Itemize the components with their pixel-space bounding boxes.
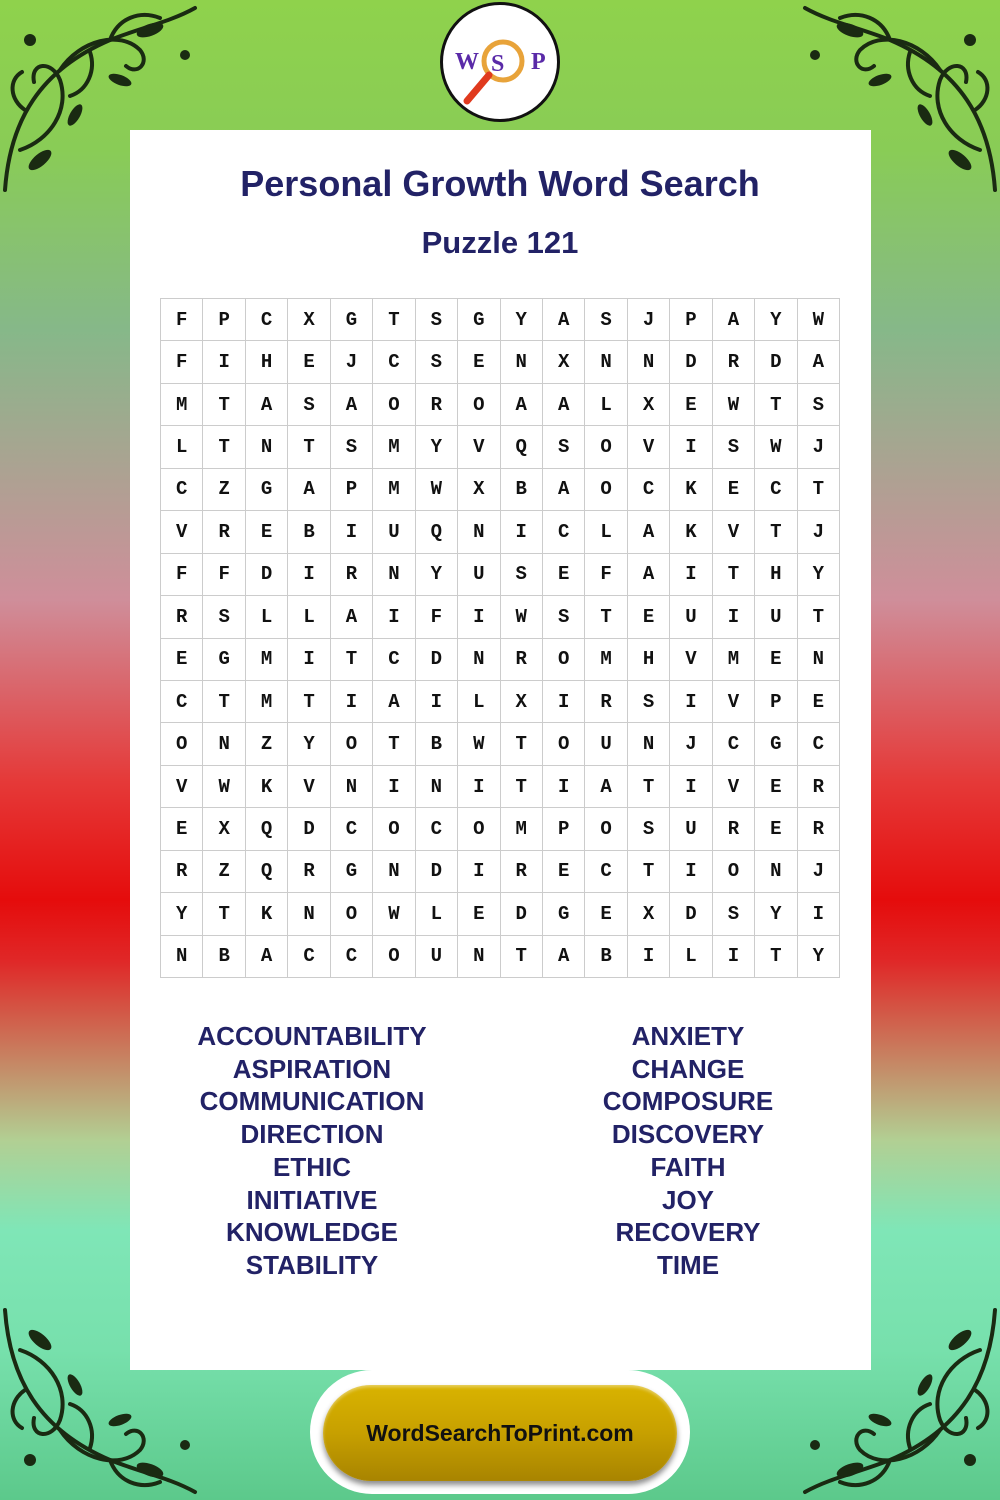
- grid-cell[interactable]: Y: [755, 299, 797, 341]
- grid-cell[interactable]: P: [203, 299, 245, 341]
- grid-cell[interactable]: O: [543, 723, 585, 765]
- grid-cell[interactable]: E: [458, 341, 500, 383]
- grid-cell[interactable]: X: [628, 893, 670, 935]
- grid-cell[interactable]: F: [161, 299, 203, 341]
- grid-cell[interactable]: C: [628, 469, 670, 511]
- grid-cell[interactable]: C: [331, 808, 373, 850]
- grid-cell[interactable]: S: [543, 426, 585, 468]
- grid-cell[interactable]: A: [628, 554, 670, 596]
- grid-cell[interactable]: H: [755, 554, 797, 596]
- grid-cell[interactable]: U: [585, 723, 627, 765]
- grid-cell[interactable]: B: [203, 936, 245, 978]
- grid-cell[interactable]: F: [585, 554, 627, 596]
- grid-cell[interactable]: E: [628, 596, 670, 638]
- grid-cell[interactable]: N: [458, 936, 500, 978]
- grid-cell[interactable]: S: [628, 681, 670, 723]
- grid-cell[interactable]: E: [755, 766, 797, 808]
- grid-cell[interactable]: I: [373, 596, 415, 638]
- grid-cell[interactable]: Y: [755, 893, 797, 935]
- grid-cell[interactable]: R: [501, 851, 543, 893]
- grid-cell[interactable]: A: [628, 511, 670, 553]
- grid-cell[interactable]: T: [373, 723, 415, 765]
- grid-cell[interactable]: Y: [416, 554, 458, 596]
- word-list-item: RECOVERY: [615, 1217, 761, 1248]
- grid-cell[interactable]: N: [246, 426, 288, 468]
- grid-cell[interactable]: Z: [203, 851, 245, 893]
- grid-cell[interactable]: L: [416, 893, 458, 935]
- grid-cell[interactable]: L: [585, 511, 627, 553]
- wsp-logo[interactable]: [440, 2, 560, 122]
- grid-cell[interactable]: H: [628, 639, 670, 681]
- grid-cell[interactable]: I: [798, 893, 840, 935]
- grid-cell[interactable]: D: [755, 341, 797, 383]
- grid-cell[interactable]: I: [670, 681, 712, 723]
- grid-cell[interactable]: J: [798, 851, 840, 893]
- grid-cell[interactable]: T: [713, 554, 755, 596]
- grid-cell[interactable]: S: [416, 341, 458, 383]
- grid-cell[interactable]: U: [670, 596, 712, 638]
- word-list-item: TIME: [656, 1249, 720, 1280]
- grid-cell[interactable]: S: [416, 299, 458, 341]
- grid-cell[interactable]: S: [203, 596, 245, 638]
- grid-cell[interactable]: O: [373, 384, 415, 426]
- grid-cell[interactable]: P: [755, 681, 797, 723]
- grid-cell[interactable]: L: [246, 596, 288, 638]
- grid-cell[interactable]: O: [331, 893, 373, 935]
- grid-cell[interactable]: C: [373, 341, 415, 383]
- grid-cell[interactable]: N: [203, 723, 245, 765]
- grid-cell[interactable]: O: [161, 723, 203, 765]
- grid-cell[interactable]: E: [713, 469, 755, 511]
- grid-cell[interactable]: T: [373, 299, 415, 341]
- page-title: Personal Growth Word Search: [240, 163, 760, 204]
- grid-cell[interactable]: N: [373, 851, 415, 893]
- grid-cell[interactable]: D: [246, 554, 288, 596]
- grid-cell[interactable]: C: [585, 851, 627, 893]
- grid-cell[interactable]: V: [161, 766, 203, 808]
- grid-cell[interactable]: C: [246, 299, 288, 341]
- grid-cell[interactable]: N: [458, 639, 500, 681]
- grid-cell[interactable]: L: [458, 681, 500, 723]
- grid-cell[interactable]: A: [798, 341, 840, 383]
- grid-cell[interactable]: W: [203, 766, 245, 808]
- logo-letter-w: W: [455, 49, 479, 75]
- grid-cell[interactable]: Y: [288, 723, 330, 765]
- grid-cell[interactable]: Y: [416, 426, 458, 468]
- grid-cell[interactable]: M: [246, 639, 288, 681]
- grid-cell[interactable]: O: [458, 384, 500, 426]
- grid-cell[interactable]: N: [161, 936, 203, 978]
- logo-letter-s: S: [491, 51, 505, 77]
- grid-cell[interactable]: B: [501, 469, 543, 511]
- grid-cell[interactable]: O: [373, 936, 415, 978]
- grid-cell[interactable]: T: [203, 681, 245, 723]
- grid-cell[interactable]: Y: [798, 936, 840, 978]
- grid-cell[interactable]: C: [416, 808, 458, 850]
- grid-cell[interactable]: O: [373, 808, 415, 850]
- grid-cell[interactable]: S: [288, 384, 330, 426]
- grid-cell[interactable]: Q: [501, 426, 543, 468]
- grid-cell[interactable]: I: [501, 511, 543, 553]
- grid-cell[interactable]: O: [458, 808, 500, 850]
- grid-cell[interactable]: F: [161, 554, 203, 596]
- grid-cell[interactable]: X: [501, 681, 543, 723]
- grid-cell[interactable]: L: [670, 936, 712, 978]
- grid-cell[interactable]: A: [373, 681, 415, 723]
- grid-cell[interactable]: E: [543, 554, 585, 596]
- grid-cell[interactable]: E: [543, 851, 585, 893]
- grid-cell[interactable]: I: [670, 554, 712, 596]
- grid-cell[interactable]: N: [628, 723, 670, 765]
- grid-cell[interactable]: R: [713, 808, 755, 850]
- grid-cell[interactable]: I: [288, 554, 330, 596]
- grid-cell[interactable]: S: [798, 384, 840, 426]
- grid-cell[interactable]: N: [501, 341, 543, 383]
- grid-cell[interactable]: I: [628, 936, 670, 978]
- grid-cell[interactable]: E: [161, 639, 203, 681]
- grid-cell[interactable]: S: [713, 426, 755, 468]
- grid-cell[interactable]: W: [501, 596, 543, 638]
- grid-cell[interactable]: R: [161, 596, 203, 638]
- grid-cell[interactable]: C: [331, 936, 373, 978]
- grid-cell[interactable]: U: [416, 936, 458, 978]
- grid-cell[interactable]: N: [458, 511, 500, 553]
- grid-cell[interactable]: D: [670, 893, 712, 935]
- grid-cell[interactable]: R: [203, 511, 245, 553]
- grid-cell[interactable]: I: [458, 766, 500, 808]
- grid-cell[interactable]: Y: [798, 554, 840, 596]
- grid-cell[interactable]: Q: [246, 851, 288, 893]
- grid-cell[interactable]: E: [670, 384, 712, 426]
- grid-cell[interactable]: C: [798, 723, 840, 765]
- grid-cell[interactable]: N: [585, 341, 627, 383]
- grid-cell[interactable]: E: [288, 341, 330, 383]
- grid-cell[interactable]: K: [670, 469, 712, 511]
- word-list-item: KNOWLEDGE: [226, 1217, 398, 1248]
- grid-cell[interactable]: A: [246, 384, 288, 426]
- grid-cell[interactable]: B: [288, 511, 330, 553]
- grid-cell[interactable]: M: [585, 639, 627, 681]
- grid-cell[interactable]: I: [203, 341, 245, 383]
- grid-cell[interactable]: R: [331, 554, 373, 596]
- grid-cell[interactable]: Z: [246, 723, 288, 765]
- grid-cell[interactable]: J: [670, 723, 712, 765]
- grid-cell[interactable]: T: [288, 681, 330, 723]
- grid-cell[interactable]: V: [713, 681, 755, 723]
- grid-cell[interactable]: Z: [203, 469, 245, 511]
- grid-cell[interactable]: A: [543, 469, 585, 511]
- grid-cell[interactable]: G: [203, 639, 245, 681]
- grid-cell[interactable]: V: [670, 639, 712, 681]
- grid-cell[interactable]: T: [501, 766, 543, 808]
- grid-cell[interactable]: P: [670, 299, 712, 341]
- grid-cell[interactable]: X: [458, 469, 500, 511]
- grid-cell[interactable]: G: [331, 299, 373, 341]
- word-list-right: [528, 1020, 848, 1282]
- grid-cell[interactable]: D: [416, 639, 458, 681]
- grid-cell[interactable]: P: [543, 808, 585, 850]
- grid-cell[interactable]: S: [501, 554, 543, 596]
- grid-cell[interactable]: Y: [161, 893, 203, 935]
- grid-cell[interactable]: N: [628, 341, 670, 383]
- grid-cell[interactable]: T: [798, 469, 840, 511]
- grid-cell[interactable]: O: [331, 723, 373, 765]
- grid-cell[interactable]: U: [458, 554, 500, 596]
- grid-cell[interactable]: I: [670, 851, 712, 893]
- grid-cell[interactable]: T: [798, 596, 840, 638]
- grid-cell[interactable]: R: [161, 851, 203, 893]
- grid-cell[interactable]: B: [585, 936, 627, 978]
- grid-cell[interactable]: V: [458, 426, 500, 468]
- grid-cell[interactable]: R: [798, 766, 840, 808]
- grid-cell[interactable]: I: [458, 596, 500, 638]
- word-list-item: DISCOVERY: [611, 1119, 765, 1150]
- grid-cell[interactable]: A: [331, 596, 373, 638]
- grid-cell[interactable]: K: [246, 766, 288, 808]
- grid-cell[interactable]: T: [501, 936, 543, 978]
- grid-cell[interactable]: A: [246, 936, 288, 978]
- grid-cell[interactable]: G: [246, 469, 288, 511]
- grid-cell[interactable]: X: [288, 299, 330, 341]
- word-list-item: ACCOUNTABILITY: [197, 1021, 427, 1051]
- grid-cell[interactable]: N: [331, 766, 373, 808]
- grid-cell[interactable]: A: [585, 766, 627, 808]
- grid-cell[interactable]: Q: [416, 511, 458, 553]
- grid-cell[interactable]: J: [331, 341, 373, 383]
- grid-cell[interactable]: A: [501, 384, 543, 426]
- grid-cell[interactable]: T: [288, 426, 330, 468]
- grid-cell[interactable]: M: [713, 639, 755, 681]
- grid-cell[interactable]: W: [713, 384, 755, 426]
- grid-cell[interactable]: I: [713, 936, 755, 978]
- grid-cell[interactable]: Q: [246, 808, 288, 850]
- grid-cell[interactable]: L: [161, 426, 203, 468]
- grid-cell[interactable]: F: [416, 596, 458, 638]
- grid-cell[interactable]: J: [798, 511, 840, 553]
- grid-cell[interactable]: H: [246, 341, 288, 383]
- word-list-item: CHANGE: [631, 1053, 745, 1084]
- grid-cell[interactable]: T: [203, 426, 245, 468]
- word-list-item: ASPIRATION: [232, 1053, 392, 1084]
- grid-cell[interactable]: S: [713, 893, 755, 935]
- grid-cell[interactable]: A: [543, 299, 585, 341]
- grid-cell[interactable]: C: [373, 639, 415, 681]
- grid-cell[interactable]: O: [585, 469, 627, 511]
- grid-cell[interactable]: C: [161, 469, 203, 511]
- grid-cell[interactable]: A: [713, 299, 755, 341]
- grid-cell[interactable]: S: [628, 808, 670, 850]
- grid-cell[interactable]: T: [755, 511, 797, 553]
- grid-cell[interactable]: V: [713, 511, 755, 553]
- grid-cell[interactable]: M: [501, 808, 543, 850]
- grid-cell[interactable]: L: [288, 596, 330, 638]
- grid-cell[interactable]: U: [373, 511, 415, 553]
- grid-cell[interactable]: I: [288, 639, 330, 681]
- grid-cell[interactable]: I: [543, 766, 585, 808]
- grid-cell[interactable]: E: [161, 808, 203, 850]
- grid-cell[interactable]: T: [628, 851, 670, 893]
- word-list-item: COMMUNICATION: [199, 1086, 425, 1117]
- grid-cell[interactable]: X: [628, 384, 670, 426]
- grid-cell[interactable]: M: [373, 426, 415, 468]
- grid-cell[interactable]: W: [755, 426, 797, 468]
- grid-cell[interactable]: I: [670, 426, 712, 468]
- grid-cell[interactable]: G: [331, 851, 373, 893]
- grid-cell[interactable]: X: [543, 341, 585, 383]
- grid-cell[interactable]: W: [458, 723, 500, 765]
- grid-cell[interactable]: I: [543, 681, 585, 723]
- grid-cell[interactable]: O: [585, 808, 627, 850]
- grid-cell[interactable]: E: [458, 893, 500, 935]
- grid-cell[interactable]: K: [670, 511, 712, 553]
- grid-cell[interactable]: I: [331, 681, 373, 723]
- grid-cell[interactable]: D: [416, 851, 458, 893]
- grid-cell[interactable]: L: [585, 384, 627, 426]
- grid-cell[interactable]: N: [416, 766, 458, 808]
- grid-cell[interactable]: G: [543, 893, 585, 935]
- grid-cell[interactable]: T: [755, 936, 797, 978]
- grid-cell[interactable]: I: [458, 851, 500, 893]
- grid-cell[interactable]: S: [585, 299, 627, 341]
- logo-letter-p: P: [531, 49, 546, 75]
- grid-cell[interactable]: C: [713, 723, 755, 765]
- grid-cell[interactable]: I: [373, 766, 415, 808]
- word-list-item: ETHIC: [273, 1151, 351, 1182]
- grid-cell[interactable]: M: [246, 681, 288, 723]
- grid-cell[interactable]: F: [203, 554, 245, 596]
- grid-cell[interactable]: E: [755, 808, 797, 850]
- grid-cell[interactable]: T: [755, 384, 797, 426]
- grid-cell[interactable]: U: [670, 808, 712, 850]
- word-list-item: ANXIETY: [631, 1021, 745, 1051]
- grid-cell[interactable]: V: [628, 426, 670, 468]
- grid-cell[interactable]: D: [670, 341, 712, 383]
- grid-cell[interactable]: A: [331, 384, 373, 426]
- grid-cell[interactable]: R: [798, 808, 840, 850]
- grid-cell[interactable]: V: [288, 766, 330, 808]
- grid-cell[interactable]: E: [585, 893, 627, 935]
- grid-cell[interactable]: O: [713, 851, 755, 893]
- grid-cell[interactable]: U: [755, 596, 797, 638]
- grid-cell[interactable]: R: [713, 341, 755, 383]
- grid-cell[interactable]: R: [416, 384, 458, 426]
- word-list-left: [152, 1020, 472, 1282]
- grid-cell[interactable]: F: [161, 341, 203, 383]
- grid-cell[interactable]: E: [246, 511, 288, 553]
- grid-cell[interactable]: S: [543, 596, 585, 638]
- grid-cell[interactable]: P: [331, 469, 373, 511]
- grid-cell[interactable]: C: [755, 469, 797, 511]
- grid-cell[interactable]: T: [331, 639, 373, 681]
- grid-cell[interactable]: W: [373, 893, 415, 935]
- grid-cell[interactable]: E: [755, 639, 797, 681]
- word-list-item: JOY: [661, 1184, 715, 1215]
- letter-grid: [160, 298, 840, 978]
- grid-cell[interactable]: S: [331, 426, 373, 468]
- grid-cell[interactable]: A: [543, 936, 585, 978]
- grid-cell[interactable]: T: [501, 723, 543, 765]
- grid-cell[interactable]: N: [288, 893, 330, 935]
- grid-cell[interactable]: T: [628, 766, 670, 808]
- grid-cell[interactable]: O: [585, 426, 627, 468]
- word-list-item: DIRECTION: [240, 1119, 384, 1150]
- grid-cell[interactable]: Y: [501, 299, 543, 341]
- grid-cell[interactable]: W: [416, 469, 458, 511]
- grid-cell[interactable]: W: [798, 299, 840, 341]
- grid-cell[interactable]: I: [713, 596, 755, 638]
- grid-cell[interactable]: G: [755, 723, 797, 765]
- grid-cell[interactable]: G: [458, 299, 500, 341]
- grid-cell[interactable]: A: [543, 384, 585, 426]
- grid-cell[interactable]: C: [161, 681, 203, 723]
- grid-cell[interactable]: M: [373, 469, 415, 511]
- grid-cell[interactable]: A: [288, 469, 330, 511]
- grid-cell[interactable]: K: [246, 893, 288, 935]
- grid-cell[interactable]: N: [373, 554, 415, 596]
- grid-cell[interactable]: M: [161, 384, 203, 426]
- grid-cell[interactable]: X: [203, 808, 245, 850]
- grid-cell[interactable]: N: [755, 851, 797, 893]
- website-link-button[interactable]: WordSearchToPrint.com: [323, 1385, 677, 1481]
- grid-cell[interactable]: R: [501, 639, 543, 681]
- grid-cell[interactable]: I: [416, 681, 458, 723]
- grid-cell[interactable]: T: [203, 893, 245, 935]
- grid-cell[interactable]: R: [585, 681, 627, 723]
- word-list-item: COMPOSURE: [602, 1086, 774, 1117]
- grid-cell[interactable]: B: [416, 723, 458, 765]
- grid-cell[interactable]: I: [670, 766, 712, 808]
- grid-cell[interactable]: T: [203, 384, 245, 426]
- grid-cell[interactable]: C: [543, 511, 585, 553]
- grid-cell[interactable]: V: [713, 766, 755, 808]
- grid-cell[interactable]: E: [798, 681, 840, 723]
- grid-cell[interactable]: O: [543, 639, 585, 681]
- grid-cell[interactable]: J: [798, 426, 840, 468]
- grid-cell[interactable]: D: [288, 808, 330, 850]
- word-list-item: INITIATIVE: [246, 1184, 378, 1215]
- grid-cell[interactable]: C: [288, 936, 330, 978]
- grid-cell[interactable]: V: [161, 511, 203, 553]
- grid-cell[interactable]: N: [798, 639, 840, 681]
- word-list-item: STABILITY: [245, 1249, 379, 1280]
- grid-cell[interactable]: D: [501, 893, 543, 935]
- grid-cell[interactable]: T: [585, 596, 627, 638]
- grid-cell[interactable]: R: [288, 851, 330, 893]
- grid-cell[interactable]: I: [331, 511, 373, 553]
- word-list-item: FAITH: [650, 1151, 726, 1182]
- puzzle-number: Puzzle 121: [421, 225, 579, 260]
- grid-cell[interactable]: J: [628, 299, 670, 341]
